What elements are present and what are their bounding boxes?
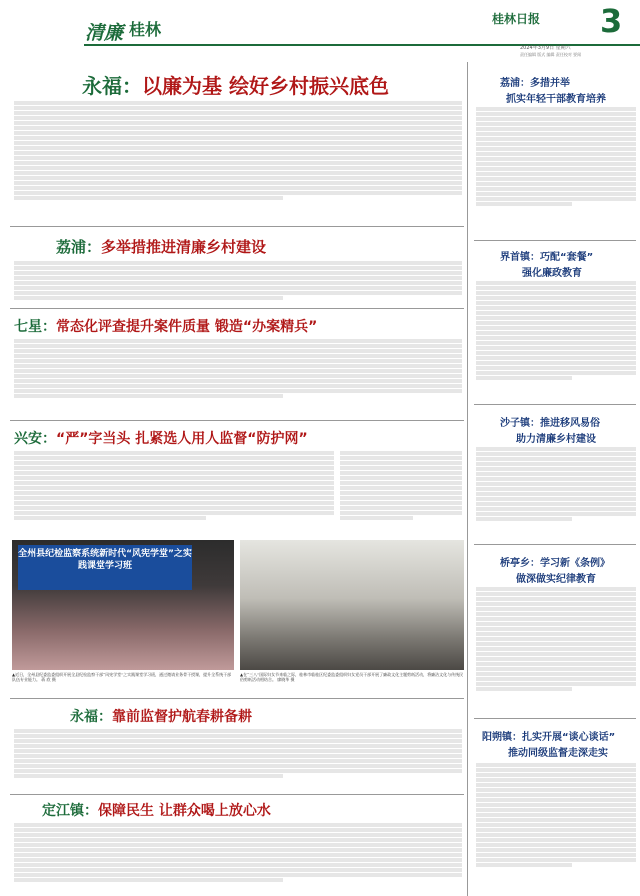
article-5-headline xyxy=(70,706,252,726)
sidebar-4-headline xyxy=(500,554,610,569)
sidebar-5-body xyxy=(476,762,636,892)
section-name-b: 桂林 xyxy=(129,20,162,39)
section-name-a: 清廉 xyxy=(85,22,124,44)
article-3-body xyxy=(14,338,462,416)
sidebar-5-place: 阳朔镇： xyxy=(482,732,522,743)
article-5-place: 永福： xyxy=(70,709,112,725)
article-2-title: 多举措推进清廉乡村建设 xyxy=(101,238,267,256)
sidebar-sep-3 xyxy=(474,544,636,545)
sidebar-1-title: 多措并举 xyxy=(530,78,570,89)
article-5-body xyxy=(14,728,462,792)
sidebar-3-title: 推进移风易俗 xyxy=(540,418,600,429)
article-3-place: 七星： xyxy=(14,319,56,335)
article-1-place: 永福： xyxy=(82,74,142,98)
sidebar-2-sub: 强化廉政教育 xyxy=(522,268,582,279)
separator-3 xyxy=(10,420,464,421)
left-photo-caption xyxy=(12,672,234,694)
separator-2 xyxy=(10,308,464,309)
left-caption-credit: 蒋 欣 摄 xyxy=(41,677,56,682)
separator-4 xyxy=(10,698,464,699)
sidebar-1-body xyxy=(476,106,636,226)
left-caption-text: ▲近日，全州县纪委监委组织开展全县纪检监察干部“风宪学堂”之实践课堂学习班，通过邀请业务骨干授课，提升全系统干部队伍专业能力。 xyxy=(12,672,232,682)
sidebar-1-place: 荔浦： xyxy=(500,78,530,89)
issue-date: 2024年3月9日 星期六 xyxy=(520,45,571,51)
sidebar xyxy=(470,62,640,896)
page-header xyxy=(0,0,640,62)
sidebar-5-sub: 推动同级监督走深走实 xyxy=(508,748,608,759)
article-4-headline xyxy=(14,428,308,448)
article-3-title: 常态化评查提升案件质量 锻造“办案精兵” xyxy=(56,319,318,335)
article-2-headline xyxy=(56,236,266,257)
column-divider xyxy=(467,62,468,896)
sidebar-5-headline xyxy=(482,728,615,743)
right-photo-caption xyxy=(240,672,464,694)
article-6-body xyxy=(14,822,462,892)
photo-paper-cutting xyxy=(240,540,464,670)
paper-name: 桂林日报 xyxy=(492,12,541,26)
sidebar-3-sub: 助力清廉乡村建设 xyxy=(516,434,596,445)
separator-5 xyxy=(10,794,464,795)
article-3-headline xyxy=(14,316,317,336)
article-1-body xyxy=(14,100,462,220)
article-1-title: 以廉为基 绘好乡村振兴底色 xyxy=(142,74,389,98)
article-5-title: 靠前监督护航春耕备耕 xyxy=(112,709,252,725)
sidebar-1-headline xyxy=(500,74,570,89)
sidebar-3-headline xyxy=(500,414,600,429)
right-caption-credit: 廖晓华 摄 xyxy=(277,677,295,682)
article-6-headline xyxy=(42,800,271,820)
article-6-place: 定江镇： xyxy=(42,803,98,819)
article-2-body xyxy=(14,260,462,306)
sidebar-4-place: 桥亭乡： xyxy=(500,558,540,569)
sidebar-sep-4 xyxy=(474,718,636,719)
sidebar-3-place: 沙子镇： xyxy=(500,418,540,429)
photo-banner: 全州县纪检监察系统新时代“风宪学堂”之实践课堂学习班 xyxy=(18,545,192,590)
sidebar-2-body xyxy=(476,280,636,400)
sidebar-1-sub: 抓实年轻干部教育培养 xyxy=(506,94,606,105)
page-number: 3 xyxy=(600,2,623,40)
sidebar-4-sub: 做深做实纪律教育 xyxy=(516,574,596,585)
article-4-place: 兴安： xyxy=(14,431,56,447)
sidebar-5-title: 扎实开展“谈心谈话” xyxy=(522,732,616,743)
sidebar-sep-1 xyxy=(474,240,636,241)
sidebar-2-headline xyxy=(500,248,593,263)
article-1-headline xyxy=(82,70,389,99)
editor-meta: 责任编辑 版式 编辑 责任校对 要闻 xyxy=(520,52,582,57)
sidebar-2-place: 界首镇： xyxy=(500,252,540,263)
sidebar-2-title: 巧配“套餐” xyxy=(540,252,594,263)
sidebar-4-body xyxy=(476,586,636,712)
article-4-body xyxy=(14,450,334,538)
article-4-title: “严”字当头 扎紧选人用人监督“防护网” xyxy=(56,431,308,447)
photo-study-class xyxy=(12,540,234,670)
sidebar-4-title: 学习新《条例》 xyxy=(540,558,610,569)
sidebar-sep-2 xyxy=(474,404,636,405)
article-2-place: 荔浦： xyxy=(56,238,102,256)
sidebar-3-body xyxy=(476,446,636,540)
right-caption-text: ▲在“三八”国际妇女节来临之际，桂林市临桂区纪委监委组织妇女党员干部开展了廉政文化主题剪纸活动，将廉洁文化与传统民俗剪纸活动相结合。 xyxy=(240,672,464,682)
separator-1 xyxy=(10,226,464,227)
article-6-title: 保障民生 让群众喝上放心水 xyxy=(98,803,271,819)
article-4-body-right xyxy=(340,450,462,538)
